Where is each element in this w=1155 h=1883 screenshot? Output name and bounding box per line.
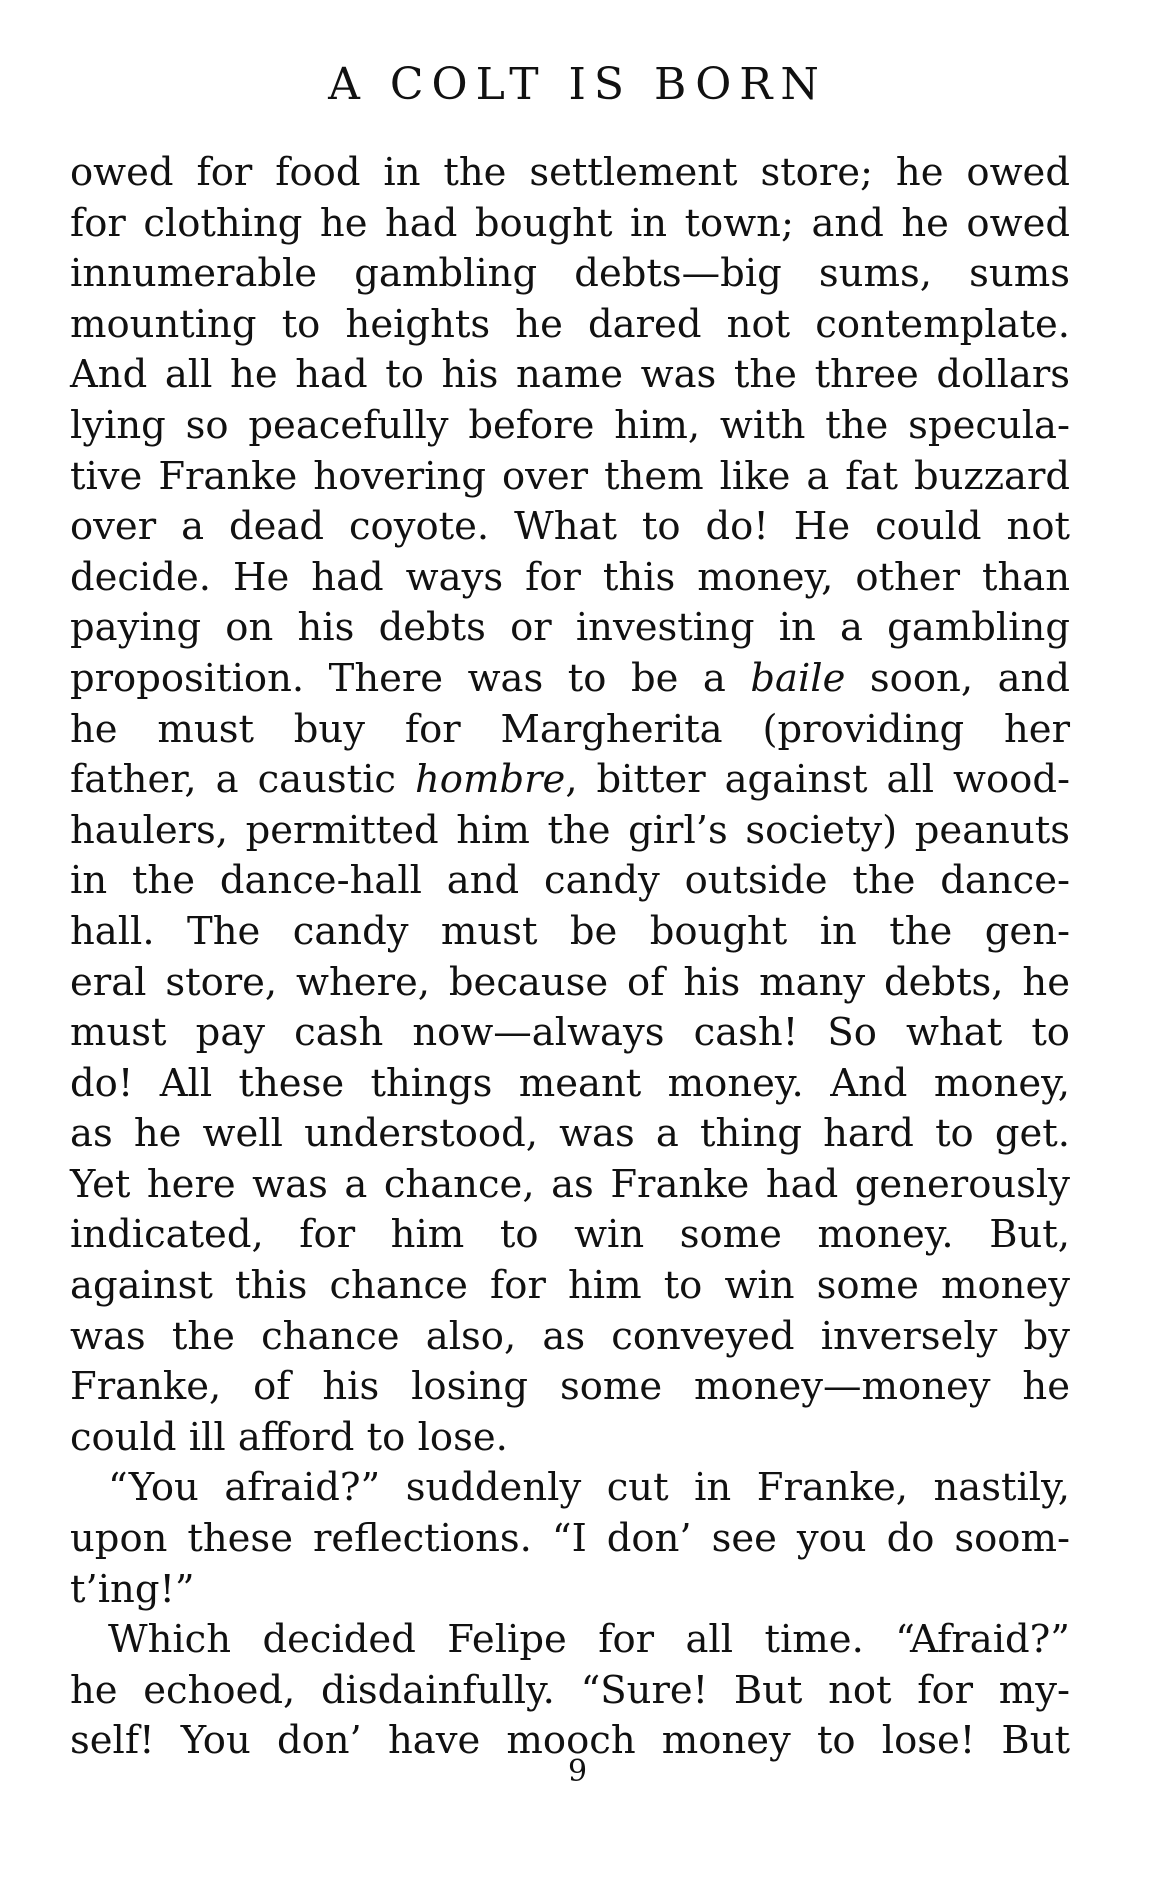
text-line: could ill afford to lose.	[70, 1414, 508, 1460]
page-number: 9	[567, 1754, 588, 1789]
text-line: for clothing he had bought in town; and he owed	[70, 200, 1070, 246]
text-line: self! You don’ have mooch money to lose! But	[70, 1718, 1070, 1764]
text-line: proposition. There was to be a baile soon, and	[70, 655, 1070, 701]
text-line: hall. The candy must be bought in the gen-	[70, 908, 1070, 954]
text-line: paying on his debts or investing in a gambling	[70, 605, 1070, 651]
text-line: lying so peacefully before him, with the specula-	[70, 402, 1070, 448]
text-line: Franke, of his losing some money—money he	[70, 1364, 1070, 1410]
text-line: against this chance for him to win some money	[70, 1263, 1070, 1309]
text-line: Which decided Felipe for all time. “Afraid?”	[108, 1617, 1070, 1663]
text-line: he must buy for Margherita (providing her	[70, 706, 1070, 752]
text-line: father, a caustic hombre, bitter against all wood-	[70, 757, 1071, 803]
text-line: And all he had to his name was the three dollars	[70, 352, 1070, 398]
text-line: owed for food in the settlement store; he owed	[70, 150, 1070, 195]
running-head: A COLT IS BORN	[328, 59, 827, 110]
text-line: he echoed, disdainfully. “Sure! But not for my-	[70, 1667, 1070, 1713]
text-line: must pay cash now—always cash! So what to	[70, 1010, 1070, 1056]
text-line: upon these reflections. “I don’ see you do soom-	[70, 1516, 1070, 1562]
text-line: do! All these things meant money. And money,	[70, 1060, 1070, 1106]
text-line: “You afraid?” suddenly cut in Franke, nastily,	[108, 1465, 1070, 1511]
text-line: mounting to heights he dared not contemplate.	[70, 301, 1070, 347]
text-line: eral store, where, because of his many debts, he	[70, 959, 1070, 1005]
text-line: haulers, permitted him the girl’s society) peanuts	[70, 807, 1070, 853]
text-line: as he well understood, was a thing hard to get.	[70, 1111, 1070, 1157]
text-line: tive Franke hovering over them like a fat buzzard	[70, 453, 1070, 499]
text-line: indicated, for him to win some money. But,	[70, 1212, 1070, 1258]
text-line: Yet here was a chance, as Franke had generously	[70, 1161, 1070, 1207]
text-line: innumerable gambling debts—big sums, sums	[70, 251, 1070, 297]
body-text	[70, 148, 1070, 1767]
text-line: was the chance also, as conveyed inversely by	[70, 1313, 1070, 1359]
text-line: in the dance-hall and candy outside the dance-	[70, 858, 1070, 904]
text-line: t’ing!”	[70, 1566, 195, 1612]
text-line: over a dead coyote. What to do! He could not	[70, 504, 1070, 550]
text-line: decide. He had ways for this money, other than	[70, 554, 1070, 600]
